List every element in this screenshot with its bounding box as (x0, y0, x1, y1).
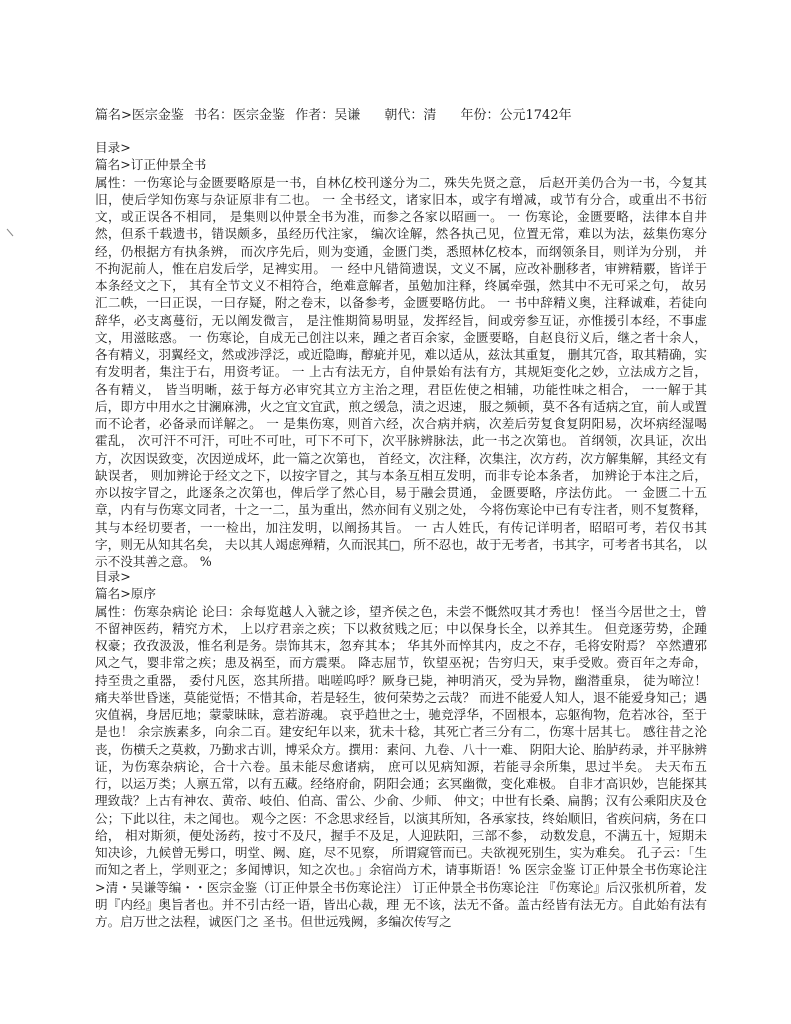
section-preface-notes (95, 139, 707, 570)
pian-label: 篇名>医宗金鉴 (95, 108, 184, 123)
scan-mark-icon (6, 228, 16, 238)
toc-label: 目录> (95, 140, 131, 155)
document-header (95, 107, 715, 125)
section-title: 篇名>原序 (95, 586, 156, 602)
section-body: 属性：伤寒杂病论 论曰：余每览越人入虢之诊，望齐侯之色，未尝不慨然叹其才秀也！ 怪当今居世之士，曾不留神医药，精究方术， 上以疗君亲之疾；下以救贫贱之厄；中以保身长全，以养其生。 但竞逐劳势，企踵权豪；孜孜汲汲，惟名利是务。崇饰其末，忽弃其本； 华其外而悴其内，皮之不存，毛将安附焉？ 卒然遭邪风之气，婴非常之疾；患及祸至，而方震栗。 降志屈节，钦望巫祝；告穷归天，束手受败。赍百年之寿命， 持至贵之重器， 委付凡医，恣其所措。咄嗟呜呼？厥身已毙，神明消灭，受为异物，幽潜重泉， 徒为啼泣！痛夫举世昏迷，莫能觉悟；不惜其命，若是轻生，彼何荣势之云哉？ 而进不能爱人知人，退不能爱身知己；遇灾值祸，身居厄地；蒙蒙昧昧，意若游魂。 哀乎趋世之士，驰竞浮华，不固根本，忘躯徇物，危若冰谷，至于是也！ 余宗族素多，向余二百。建安纪年以来，犹未十稔，其死亡者三分有二，伤寒十居其七。 感往昔之沦丧，伤横夭之莫救，乃勤求古训，博采众方。撰用：素问、九卷、八十一难、 阴阳大论、胎胪药录，并平脉辨证，为伤寒杂病论，合十六卷。虽未能尽愈诸病， 庶可以见病知源，若能寻余所集，思过半矣。 夫天布五行，以运万类；人禀五常，以有五藏。经络府俞，阴阳会通；玄冥幽微，变化难极。 自非才高识妙，岂能探其理致哉？上古有神农、黄帝、岐伯、伯高、雷公、少俞、少师、 仲文；中世有长桑、扁鹊；汉有公乘阳庆及仓公；下此以往，未之闻也。 观今之医：不念思求经旨，以演其所知，各承家技，终始顺旧，省疾问病，务在口给， 相对斯须，便处汤药，按寸不及尺，握手不及足，人迎趺阳，三部不参， 动数发息，不满五十，短期未知决诊，九候曾无髣口，明堂、阙、庭，尽不见察， 所谓窥管而已。夫欲视死别生，实为难矣。 孔子云：「生而知之者上，学则亚之；多闻博识，知之次也。」余宿尚方术，请事斯语！% 医宗金鉴 订正仲景全书伤寒论注 >清・吴谦等编・・医宗金鉴（订正仲景全书伤寒论注） 订正仲景全书伤寒论注 『伤寒论』后汉张机所着，发明『内经』奥旨者也。并不引古经一语，皆出心裁，理 无不该，法无不备。盖古经皆有法无方。自此始有法有方。启万世之法程，诚医门之 圣书。但世远残阙，多编次传写之 (95, 603, 707, 929)
toc-label: 目录> (95, 569, 131, 584)
year-label: 年份：公元1742年 (460, 108, 572, 123)
section-body: 属性：一伤寒论与金匮要略原是一书，自林亿校刊遂分为二，殊失先贤之意， 后赵开美仍合为一书，今复其旧，使后学知伤寒与杂证原非有二也。 一 全书经文，诸家旧本，或字有增减，或节有分合，或重出不书衍文，或正误各不相同， 是集则以仲景全书为准，而参之各家以昭画一。 一 伤寒论，金匮要略，法律本自井然，但系千载遗书，错误颇多，虽经历代注家， 编次诠解，然各执己见，位置无常，难以为法，兹集伤寒分经，仍根据方有执条辨， 而次序先后，则为变通，金匮门类，悉照林亿校本，而纲领条目，则详为分别， 并不拘泥前人，惟在启发后学，足裨实用。 一 经中凡错简遗误，文义不属，应改补删移者，审辨精覈，皆详于本条经文之下， 其有全节文义不相符合，绝难意解者，虽勉加注释，终属牵强，然其中不无可采之句， 故另汇二帙，一曰正误，一曰存疑，附之卷末，以备参考，金匮要略仿此。 一 书中辞精义奥，注释诚难，若徒向辞华，必支离蔓衍，无以阐发微言， 是注惟期简易明显，发挥经旨，间或旁参互证，亦惟援引本经，不事虚文，用滋眩惑。 一 伤寒论，自成无己创注以来，踵之者百余家，金匮要略，自赵良衍义后，继之者十余人， 各有精义，羽翼经文，然或涉浮泛，或近隐晦，醇疵并见，难以适从，兹汰其重复， 删其冗沓，取其精确，实有发明者，集注于右，用资考证。 一 上古有法无方，自仲景始有法有方，其规矩变化之妙，立法成方之旨，各有精义， 皆当明晰，兹于每方必审究其立方主治之理，君臣佐使之相辅，功能性味之相合， 一一解于其后，即方中用水之甘澜麻沸，火之宜文宜武，煎之缓急，渍之迟速， 服之频顿，莫不各有适病之宜，前人或置而不论者，必备录而详解之。 一 是集伤寒，则首六经，次合病并病，次差后劳复食复阴阳易，次坏病经湿喝霍乱， 次可汗不可汗，可吐不可吐，可下不可下，次平脉辨脉法，此一书之次第也。 首纲领，次具证，次出方，次因误致变，次因逆成坏，此一篇之次第也， 首经文，次注释，次集注，次方药，次方解集解，其经文有缺误者， 则加辨论于经文之下，以按字冒之，其与本条互相互发明，而非专论本条者， 加辨论于本注之后，亦以按字冒之，此逐条之次第也，俾后学了然心目，易于融会贯通， 金匮要略，序法仿此。 一 金匮二十五章，内有与伤寒文同者，十之一二，虽为重出，然亦间有义别之处， 今将伤寒论中已有专注者，则不复赘释，其与本经切要者，一一检出，加注发明，以阐扬其旨。 一 古人姓氏，有传记详明者，昭昭可考，若仅书其字，则无从知其名矣， 夫以其人竭虑殚精，久而泯其□，所不忍也，故于无考者，书其字，可考者书其名， 以示不没其善之意。 % (95, 174, 707, 569)
book-label: 书名：医宗金鉴 (194, 108, 286, 123)
section-title: 篇名>订正仲景全书 (95, 157, 207, 173)
dynasty-label: 朝代：清 (384, 108, 437, 123)
author-label: 作者：吴谦 (295, 108, 361, 123)
section-original-preface (95, 568, 707, 930)
